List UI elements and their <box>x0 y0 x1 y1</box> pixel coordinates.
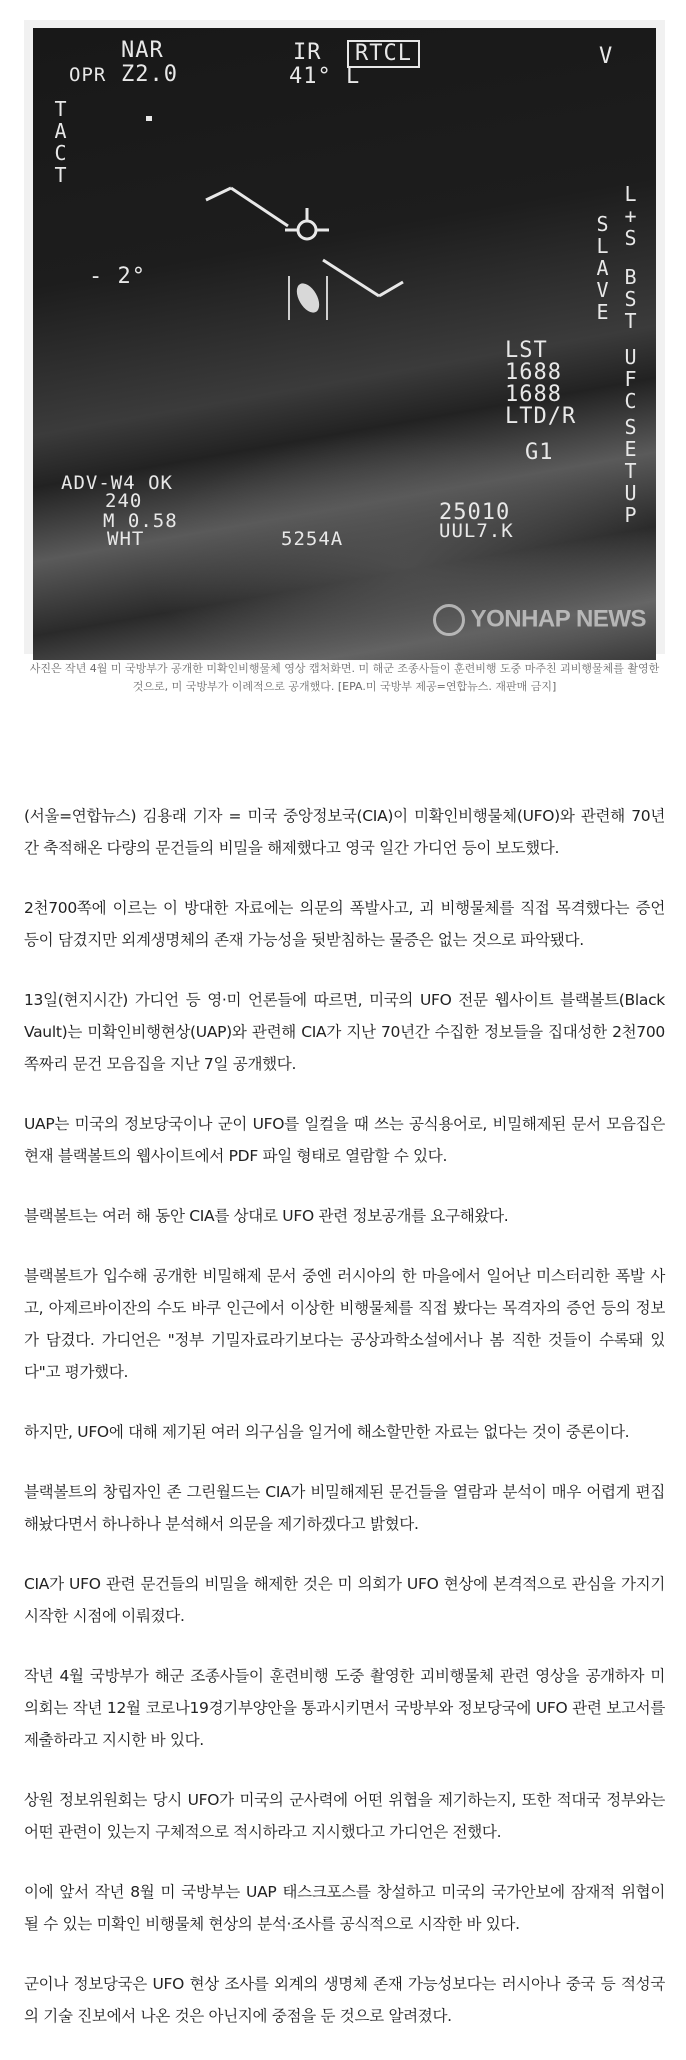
photo-caption: 사진은 작년 4월 미 국방부가 공개한 미확인비행물체 영상 캡처화면. 미 해군 조종사들이 훈련비행 도중 마주친 괴비행물체를 촬영한 것으로, 미 국방부가 이례적으로 공개했다. [EPA.미 국방부 제공=연합뉴스. 재판매 금지] <box>29 662 660 693</box>
hud-ufc: UFC <box>624 345 638 413</box>
hud-adv: ADV-W4 OK <box>61 472 173 494</box>
hud-nar: NAR <box>121 38 164 63</box>
ufo-infrared-photo <box>33 28 656 660</box>
hud-value-1: 1688 <box>505 360 562 385</box>
article-paragraph: 블랙볼트가 입수해 공개한 비밀해제 문서 중엔 러시아의 한 마을에서 일어난 미스터리한 폭발 사고, 아제르바이잔의 수도 바쿠 인근에서 이상한 비행물체를 직접 봤다는 목격자의 증언 등의 정보가 담겼다. 가디언은 "정부 기밀자료라기보다는 공상과학소설에서나 봄 직한 것들이 수록돼 있다"고 평가했다. <box>24 1267 665 1381</box>
hud-wht: WHT <box>107 528 145 550</box>
hud-code: 5254A <box>281 528 344 550</box>
hud-chevron: V <box>599 44 614 69</box>
hud-bst: BST <box>624 265 638 333</box>
hud-g1: G1 <box>525 440 554 465</box>
hud-setup: SETUP <box>624 415 638 527</box>
targeting-reticle-graphic <box>33 28 656 660</box>
article-paragraph: 작년 4월 국방부가 해군 조종사들이 훈련비행 도중 촬영한 괴비행물체 관련 영상을 공개하자 미 의회는 작년 12월 코로나19경기부양안을 통과시키면서 국방부와 정보당국에 UFO 관련 보고서를 제출하라고 지시한 바 있다. <box>24 1667 665 1749</box>
article-paragraph: 이에 앞서 작년 8월 미 국방부는 UAP 태스크포스를 창설하고 미국의 국가안보에 잠재적 위협이 될 수 있는 미확인 비행물체 현상의 분석·조사를 공식적으로 시작한 바 있다. <box>24 1883 665 1933</box>
hud-range: UUL7.K <box>439 520 514 542</box>
hud-temp: 41° L <box>289 64 361 89</box>
hud-zoom: Z2.0 <box>121 62 178 87</box>
hud-alt: 25010 <box>439 500 511 525</box>
hud-mach: M 0.58 <box>103 510 178 532</box>
article-paragraph: UAP는 미국의 정보당국이나 군이 UFO를 일컬을 때 쓰는 공식용어로, 비밀해제된 문서 모음집은 현재 블랙볼트의 웹사이트에서 PDF 파일 형태로 열람할 수 있다. <box>24 1115 665 1165</box>
hud-ir: IR <box>293 40 322 65</box>
hud-lst: LST <box>505 338 548 363</box>
hud-ltd: LTD/R <box>505 404 577 429</box>
article-paragraph: 블랙볼트는 여러 해 동안 CIA를 상대로 UFO 관련 정보공개를 요구해왔다. <box>24 1207 509 1225</box>
article-paragraph: (서울=연합뉴스) 김용래 기자 = 미국 중앙정보국(CIA)이 미확인비행물체(UFO)와 관련해 70년간 축적해온 다량의 문건들의 비밀을 해제했다고 영국 일간 가디언 등이 보도했다. <box>24 807 665 857</box>
watermark-text: YONHAP NEWS <box>470 605 646 633</box>
article-body <box>24 800 665 2060</box>
yonhap-logo-icon <box>433 604 465 636</box>
article-paragraph: 하지만, UFO에 대해 제기된 여러 의구심을 일거에 해소할만한 자료는 없다는 것이 중론이다. <box>24 1423 630 1441</box>
hud-slave: SLAVE <box>596 212 610 324</box>
hud-ls: L+S <box>624 182 638 250</box>
yonhap-watermark <box>433 604 646 636</box>
hud-value-2: 1688 <box>505 382 562 407</box>
hud-tact: TACT <box>54 97 68 187</box>
article-paragraph: 블랙볼트의 창립자인 존 그린월드는 CIA가 비밀해제된 문건들을 열람과 분석이 매우 어렵게 편집해놨다면서 하나하나 분석해서 의문을 제기하겠다고 밝혔다. <box>24 1483 665 1533</box>
article-paragraph: 상원 정보위원회는 당시 UFO가 미국의 군사력에 어떤 위협을 제기하는지, 또한 적대국 정부와는 어떤 관련이 있는지 구체적으로 적시하라고 지시했다고 가디언은 전했다. <box>24 1791 665 1841</box>
hud-rtcl-box: RTCL <box>347 40 420 68</box>
photo-figure <box>24 20 665 654</box>
article-paragraph: CIA가 UFO 관련 문건들의 비밀을 해제한 것은 미 의회가 UFO 현상에 본격적으로 관심을 가지기 시작한 시점에 이뤄졌다. <box>24 1575 665 1625</box>
hud-opr: OPR <box>69 64 107 86</box>
hud-240: 240 <box>105 490 143 512</box>
article-paragraph: 군이나 정보당국은 UFO 현상 조사를 외계의 생명체 존재 가능성보다는 러시아나 중국 등 적성국의 기술 진보에서 나온 것은 아닌지에 중점을 둔 것으로 알려졌다. <box>24 1975 665 2025</box>
hud-elevation: - 2° <box>89 264 146 289</box>
article-paragraph: 13일(현지시간) 가디언 등 영·미 언론들에 따르면, 미국의 UFO 전문 웹사이트 블랙볼트(Black Vault)는 미확인비행현상(UAP)와 관련해 CIA가 지난 70년간 수집한 정보들을 집대성한 2천700쪽짜리 문건 모음집을 지난 7일 공개했다. <box>24 991 665 1073</box>
article-paragraph: 2천700쪽에 이르는 이 방대한 자료에는 의문의 폭발사고, 괴 비행물체를 직접 목격했다는 증언 등이 담겼지만 외계생명체의 존재 가능성을 뒷받침하는 물증은 없는 것으로 파악됐다. <box>24 899 665 949</box>
